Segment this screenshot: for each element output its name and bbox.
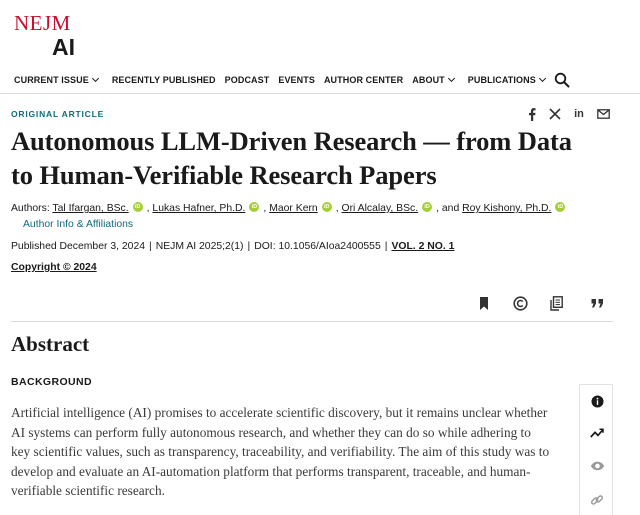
- nav-author-center[interactable]: [324, 75, 403, 85]
- orcid-icon[interactable]: iD: [422, 202, 432, 212]
- quote-icon[interactable]: [589, 295, 605, 311]
- link-icon[interactable]: [588, 491, 606, 509]
- nav-about[interactable]: [412, 75, 454, 85]
- info-icon[interactable]: [588, 392, 606, 410]
- author-link[interactable]: Ori Alcalay, BSc.: [341, 203, 419, 214]
- main-nav: [14, 72, 559, 88]
- orcid-icon[interactable]: iD: [322, 202, 332, 212]
- nav-label: PODCAST: [224, 75, 270, 85]
- nav-label: RECENTLY PUBLISHED: [111, 75, 216, 85]
- orcid-icon[interactable]: iD: [555, 202, 565, 212]
- author-link[interactable]: Tal Ifargan, BSc.: [52, 203, 129, 214]
- tools-divider: [11, 321, 613, 322]
- linkedin-icon[interactable]: in: [574, 108, 584, 120]
- chevron-down-icon: [539, 75, 546, 82]
- logo-ai-text: AI: [52, 34, 75, 60]
- author-link[interactable]: Maor Kern: [269, 203, 318, 214]
- orcid-icon[interactable]: iD: [249, 202, 259, 212]
- background-paragraph: Artificial intelligence (AI) promises to accelerate scientific discovery, but it remains unclear whether AI systems can perform fully autonomous research, and whether they can do so while adhering to key scientific values, such as transparency, traceability, and verifiability. The aim of this study was to develop and evaluate an AI-automation platform that performs transparent, traceable, and human-verifiable scientific research.: [11, 405, 550, 498]
- nav-label: AUTHOR CENTER: [323, 75, 404, 85]
- logo-nejm-text: NEJM: [14, 11, 71, 35]
- side-toolbar: [579, 384, 613, 515]
- affiliations-link[interactable]: Author Info & Affiliations: [23, 219, 134, 230]
- facebook-icon[interactable]: [526, 106, 538, 122]
- nav-current-issue[interactable]: [14, 75, 98, 85]
- abstract-heading: Abstract: [11, 332, 90, 356]
- orcid-icon[interactable]: iD: [133, 202, 143, 212]
- nav-label: PUBLICATIONS: [467, 75, 536, 85]
- nav-label: CURRENT ISSUE: [14, 75, 89, 85]
- chevron-down-icon: [92, 75, 99, 82]
- view-icon[interactable]: [588, 457, 606, 475]
- search-icon[interactable]: [554, 72, 570, 88]
- bookmark-icon[interactable]: [476, 295, 492, 311]
- nav-publications[interactable]: [468, 75, 545, 85]
- citation: NEJM AI 2025;2(1): [155, 241, 244, 252]
- article-title: Autonomous LLM-Driven Research — from Data to Human-Verifiable Research Papers: [11, 126, 572, 190]
- chevron-down-icon: [448, 75, 455, 82]
- author-info-affiliations[interactable]: [23, 219, 133, 230]
- nav-events[interactable]: [278, 75, 315, 85]
- background-heading: BACKGROUND: [11, 376, 92, 388]
- author-link[interactable]: Lukas Hafner, Ph.D.: [152, 203, 246, 214]
- nav-recently-published[interactable]: [112, 75, 216, 85]
- publication-info: Published December 3, 2024 | NEJM AI 2025;2(1) | DOI: 10.1056/AIoa2400555 | VOL. 2 NO. 1: [11, 241, 455, 252]
- email-icon[interactable]: [596, 106, 610, 122]
- author-list: Authors: Tal Ifargan, BSc. iD , Lukas Hafner, Ph.D. iD , Maor Kern iD , Ori Alcalay, BSc. iD , and Roy Kishony, Ph.D. iD: [11, 202, 621, 216]
- doi: DOI: 10.1056/AIoa2400555: [254, 241, 381, 252]
- nejm-ai-logo[interactable]: [14, 8, 94, 58]
- nav-podcast[interactable]: [225, 75, 270, 85]
- article-type-label: ORIGINAL ARTICLE: [11, 109, 105, 119]
- copy-icon[interactable]: [548, 295, 564, 311]
- copyright-link[interactable]: Copyright © 2024: [11, 262, 97, 273]
- volume-link[interactable]: VOL. 2 NO. 1: [391, 241, 455, 252]
- copyright-icon[interactable]: [512, 295, 528, 311]
- authors-label: Authors: [11, 203, 47, 214]
- metrics-icon[interactable]: [588, 424, 606, 442]
- published-date: Published December 3, 2024: [11, 241, 146, 252]
- and-text: and: [441, 203, 460, 214]
- nav-label: ABOUT: [412, 75, 445, 85]
- x-icon[interactable]: [548, 106, 562, 122]
- nav-divider: [0, 93, 640, 94]
- nav-label: EVENTS: [278, 75, 315, 85]
- author-link[interactable]: Roy Kishony, Ph.D.: [462, 203, 552, 214]
